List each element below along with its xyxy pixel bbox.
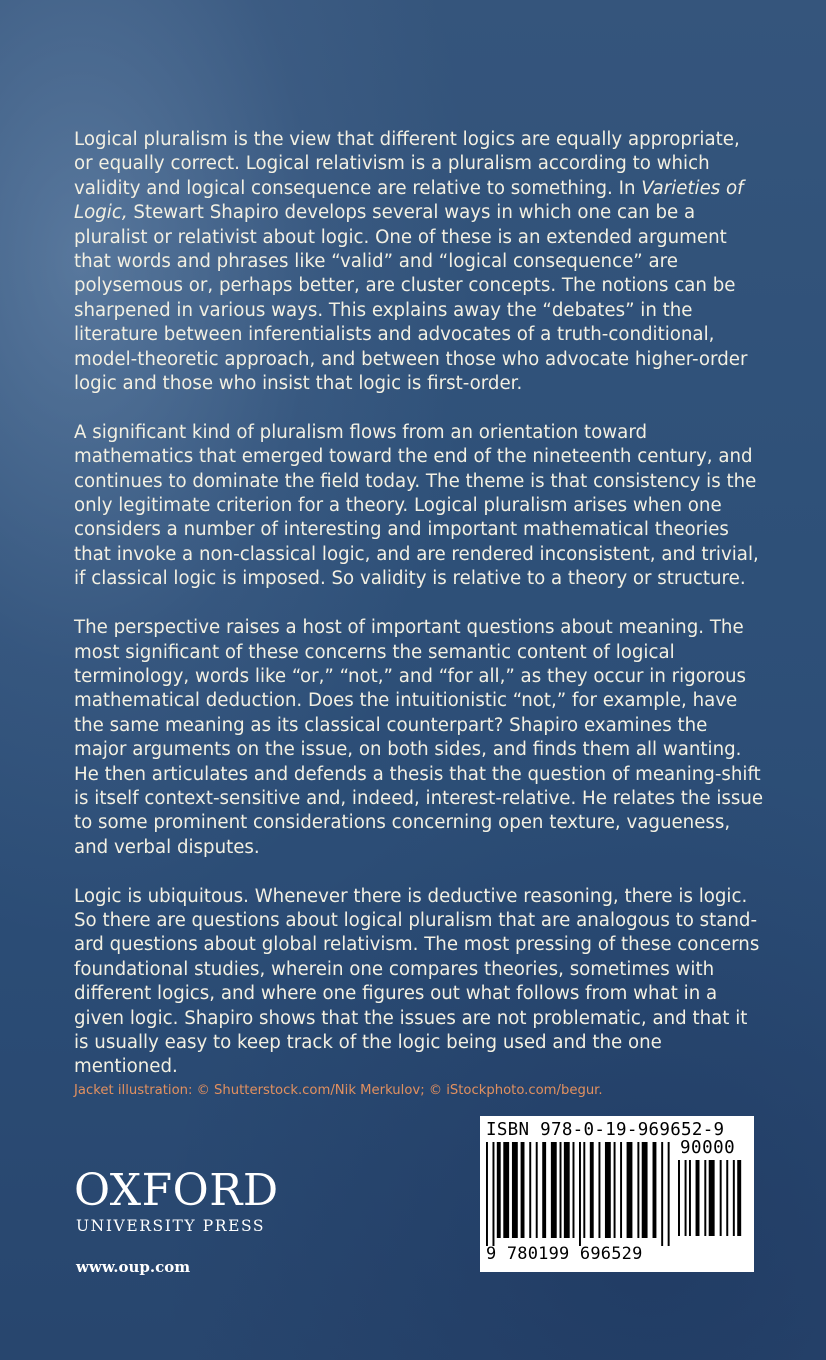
barcode-bar [696,1160,700,1236]
barcode-bar [726,1160,728,1236]
barcode-bar [560,1142,562,1238]
blurb-text [74,128,764,1104]
barcode-bar [529,1142,531,1238]
barcode-bar [590,1142,594,1238]
barcode-bar [583,1142,585,1238]
book-title-italic: Varieties of Logic, [74,177,744,224]
blurb-paragraph-1-start: Logical pluralism is the view that different logics are equally appropriate, or equally correct. Logical relativism is a pluralism according to which validity and logical consequence are relative to something. In [74,129,740,199]
blurb-paragraph-1 [74,128,764,396]
jacket-illustration-credit: Jacket illustration: © Shutterstock.com/Nik Merkulov; © iStockphoto.com/begur. [74,1083,603,1098]
barcode-bar [536,1142,538,1238]
barcode-bar [689,1160,691,1236]
barcode-bar [564,1142,570,1238]
barcode-bar [521,1142,525,1238]
barcode-bar [720,1160,722,1236]
barcode-bar [685,1160,687,1236]
barcode-bar [492,1142,494,1246]
blurb-paragraph-4: Logic is ubiquitous. Whenever there is deductive reasoning, there is logic. So there are questions about logical pluralism that are analogous to stand-ard questions about global relativism. The most pressing of these concerns foundational studies, wherein one compares theories, sometimes with different logics, and where one figures out what follows from what in a given logic. Shapiro shows that the issues are not problematic, and that it is usually easy to keep track of the logic being used and the one mentioned. [74,885,760,1078]
barcode-bar [733,1160,735,1236]
barcode-bar [709,1160,715,1236]
publisher-logo-subtitle: UNIVERSITY PRESS [76,1217,266,1235]
barcode-bar [579,1142,581,1246]
blurb-paragraph-3: The perspective raises a host of important questions about meaning. The most significant of these concerns the semantic content of logical terminology, words like “or,” “not,” and “for all,” as they occur in rigorous mathematical deduction. Does the intuitionistic “not,” for example, have the same meaning as its classical counterpart? Shapiro examines the major arguments on the issue, on both sides, and finds them all wanting. He then articulates and defends a thesis that the question of meaning-shift is itself context-sensitive and, indeed, interest-relative. He relates the issue to some prominent considerations concerning open texture, vagueness, and verbal disputes. [74,617,764,858]
barcode-bar [542,1142,546,1238]
barcode-bar [605,1142,611,1238]
barcode-bar [704,1160,706,1236]
barcode-bar [653,1142,657,1238]
barcode-bar [661,1142,663,1246]
barcode-bar [551,1142,557,1238]
barcode-bar [678,1160,680,1236]
ean-number: 9 780199 696529 [486,1244,643,1264]
barcode-bar [598,1142,600,1238]
publisher-url: www.oup.com [76,1258,191,1276]
isbn-label: ISBN 978-0-19-969652-9 [486,1120,725,1140]
barcode-bar [497,1142,501,1238]
barcode-bar [668,1142,670,1246]
barcode-bar [620,1142,622,1238]
barcode-bar [637,1142,639,1238]
barcode-bar [642,1142,648,1238]
barcode-bar [614,1142,616,1238]
barcode-bar [573,1142,575,1238]
barcode-bar [737,1160,741,1236]
barcode-bar [503,1142,509,1238]
barcode-bar [486,1142,488,1246]
ean-barcode-bars [486,1142,672,1246]
price-code: 90000 [680,1138,736,1158]
barcode-bar [512,1142,518,1238]
blurb-paragraph-1-end: Stewart Shapiro develops several ways in which one can be a pluralist or relativist about logic. One of these is an extended argument that words and phrases like “valid” and “logical consequence” are polysemous or, perhaps better, are cluster concepts. The notions can be sharpened in various ways. This explains away the “debates” in the literature between inferentialists and advocates of a truth-conditional, model-theoretic approach, and between those who advocate higher-order logic and those who insist that logic is first-order. [74,202,748,395]
price-addon-bars [678,1160,748,1254]
isbn-barcode [480,1116,754,1272]
blurb-paragraph-2: A significant kind of pluralism flows from an orientation toward mathematics that emerged toward the end of the nineteenth century, and continues to dominate the field today. The theme is that consistency is the only legitimate criterion for a theory. Logical pluralism arises when one considers a number of interesting and important mathematical theories that invoke a non-classical logic, and are rendered inconsistent, and trivial, if classical logic is imposed. So validity is relative to a theory or structure. [74,421,759,590]
barcode-bar [627,1142,633,1238]
publisher-logo-name: OXFORD [74,1165,279,1216]
